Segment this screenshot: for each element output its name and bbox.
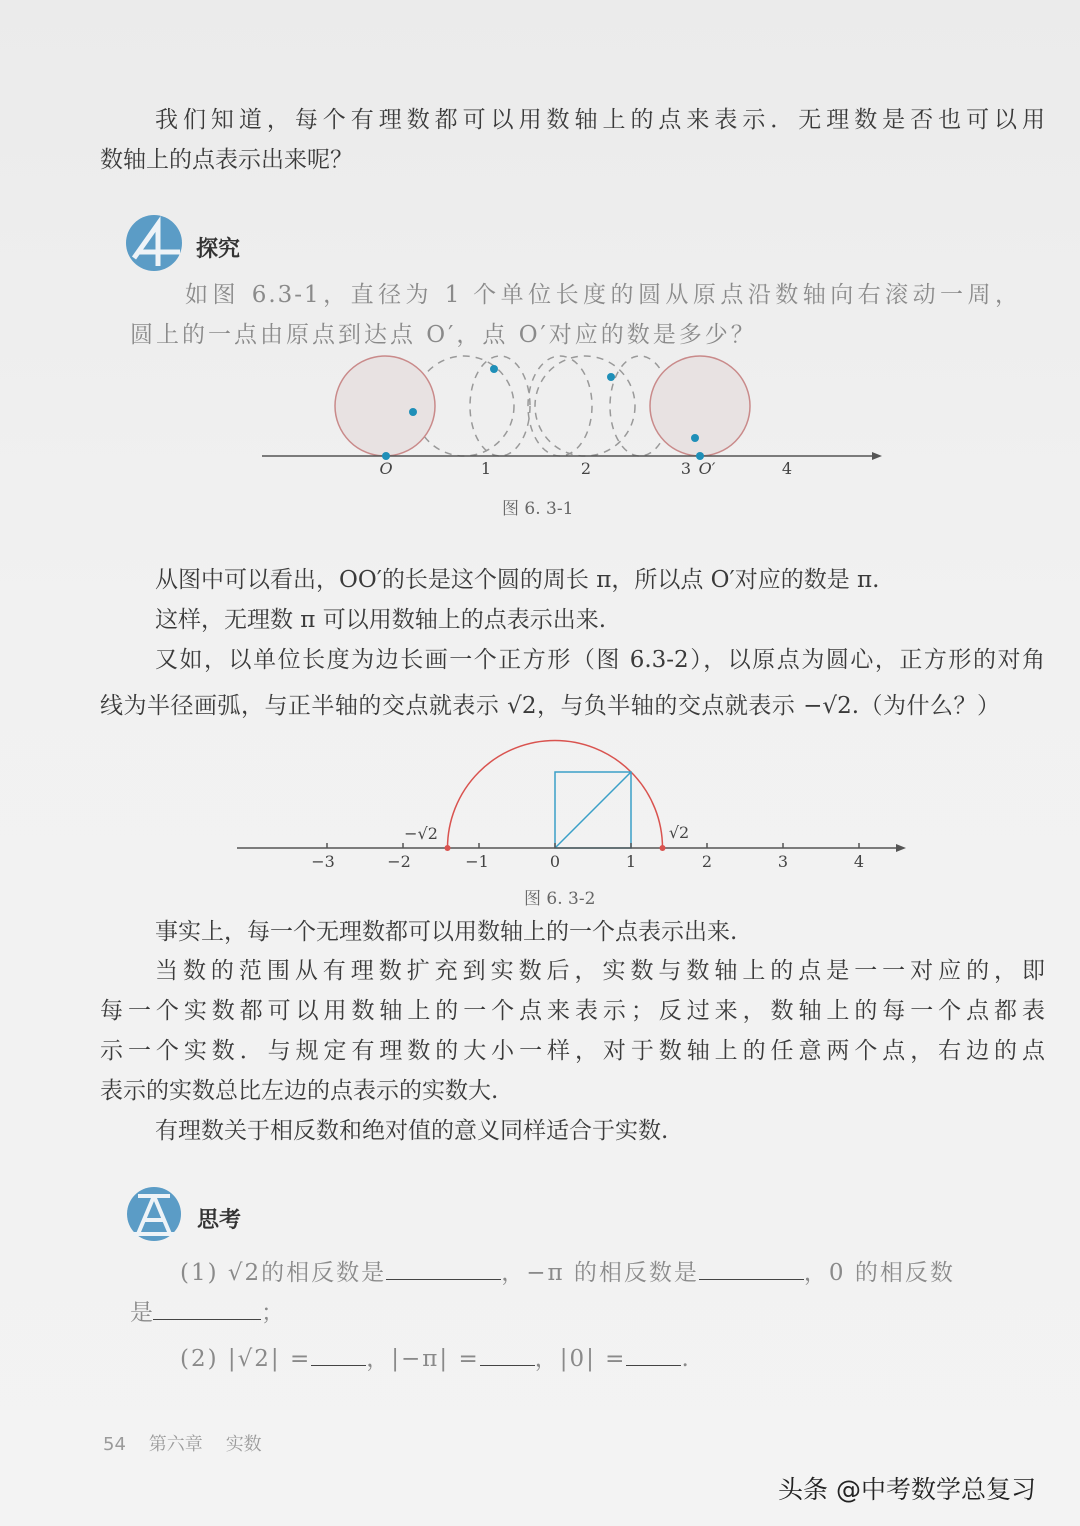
text-line: 数轴上的点表示出来呢？ xyxy=(100,147,353,173)
q1-text: ； xyxy=(261,1300,284,1326)
page-number: 54 xyxy=(103,1434,126,1455)
text-line: 圆上的一点由原点到达点 O′，点 O′对应的数是多少？ xyxy=(130,322,757,348)
axis-arrow xyxy=(896,844,906,852)
text-line: 从图中可以看出，OO′的长是这个圆的周长 π，所以点 O′对应的数是 π. xyxy=(155,567,880,593)
answer-blank[interactable] xyxy=(699,1257,804,1280)
tick-label: 3 xyxy=(777,852,789,871)
answer-blank[interactable] xyxy=(480,1343,535,1366)
q1-text: ，−π 的相反数是 xyxy=(501,1260,699,1286)
chapter-label: 第六章 xyxy=(148,1434,203,1455)
tick-label: 2 xyxy=(580,459,592,478)
think-icon xyxy=(124,1186,184,1242)
pos-sqrt2-label: √2 xyxy=(668,823,690,842)
text-line: 示一个实数．与规定有理数的大小一样，对于数轴上的任意两个点，右边的点 xyxy=(100,1038,1045,1064)
figure-6-3-2 xyxy=(0,730,1080,880)
text-line: 事实上，每一个无理数都可以用数轴上的一个点表示出来. xyxy=(155,919,738,945)
axis-arrow xyxy=(872,452,882,460)
text-line: 线为半径画弧，与正半轴的交点就表示 √2，与负半轴的交点就表示 −√2.（为什么？） xyxy=(100,693,1000,719)
figure-caption: 图 6. 3-2 xyxy=(524,889,596,909)
text-line: 每一个实数都可以用数轴上的一个点来表示；反过来，数轴上的每一个点都表 xyxy=(100,998,1045,1024)
q2-text: . xyxy=(681,1346,691,1372)
tick-label: −1 xyxy=(465,852,489,871)
text-line: 表示的实数总比左边的点表示的实数大. xyxy=(100,1078,499,1104)
q2-text: ，|0| = xyxy=(534,1346,627,1372)
neg-sqrt2-label: −√2 xyxy=(404,824,438,843)
tick-label: 2 xyxy=(701,852,713,871)
tick-label: −3 xyxy=(311,852,335,871)
rolling-circle-dashed xyxy=(535,356,635,456)
answer-blank[interactable] xyxy=(153,1297,261,1320)
rolling-circle-dashed xyxy=(528,356,592,456)
tick-label: −2 xyxy=(387,852,411,871)
q1-text: 是 xyxy=(130,1300,153,1326)
text-line: 我们知道，每个有理数都可以用数轴上的点来表示．无理数是否也可以用 xyxy=(155,107,1045,133)
tick-label: 3 xyxy=(680,459,692,478)
answer-blank[interactable] xyxy=(626,1343,681,1366)
tick-label: 4 xyxy=(781,459,793,478)
page-footer xyxy=(103,1430,262,1456)
diagonal xyxy=(555,772,631,848)
chapter-title: 实数 xyxy=(225,1434,262,1455)
figure-caption: 图 6. 3-1 xyxy=(502,499,574,519)
question-2 xyxy=(180,1343,691,1374)
tick-label: 4 xyxy=(853,852,865,871)
explore-icon xyxy=(124,214,184,272)
text-line: 又如，以单位长度为边长画一个正方形（图 6.3-2），以原点为圆心，正方形的对角 xyxy=(155,647,1045,673)
explore-heading: 探究 xyxy=(196,237,241,262)
text-line: 有理数关于相反数和绝对值的意义同样适合于实数. xyxy=(155,1118,669,1144)
tick-label: 1 xyxy=(480,459,492,478)
answer-blank[interactable] xyxy=(386,1257,501,1280)
text-line: 如图 6.3-1，直径为 1 个单位长度的圆从原点沿数轴向右滚动一周， xyxy=(185,282,1020,308)
start-circle xyxy=(335,356,435,456)
tick-label: 0 xyxy=(549,852,561,871)
q2-text: ，|−π| = xyxy=(366,1346,480,1372)
think-heading: 思考 xyxy=(197,1208,242,1233)
q1-text: ，0 的相反数 xyxy=(803,1260,955,1286)
text-line: 当数的范围从有理数扩充到实数后，实数与数轴上的点是一一对应的，即 xyxy=(155,958,1045,984)
q2-text: (2) |√2| = xyxy=(180,1346,312,1372)
q1-text: (1) √2的相反数是 xyxy=(180,1260,387,1286)
question-1-cont xyxy=(130,1297,284,1328)
question-1 xyxy=(180,1257,955,1288)
end-circle xyxy=(650,356,750,456)
tick-label: O′ xyxy=(698,459,716,478)
tick-label: 1 xyxy=(625,852,637,871)
text-line: 这样，无理数 π 可以用数轴上的点表示出来. xyxy=(155,607,607,633)
answer-blank[interactable] xyxy=(311,1343,366,1366)
watermark: 头条 @中考数学总复习 xyxy=(778,1475,1036,1504)
tick-label: O xyxy=(379,459,393,478)
